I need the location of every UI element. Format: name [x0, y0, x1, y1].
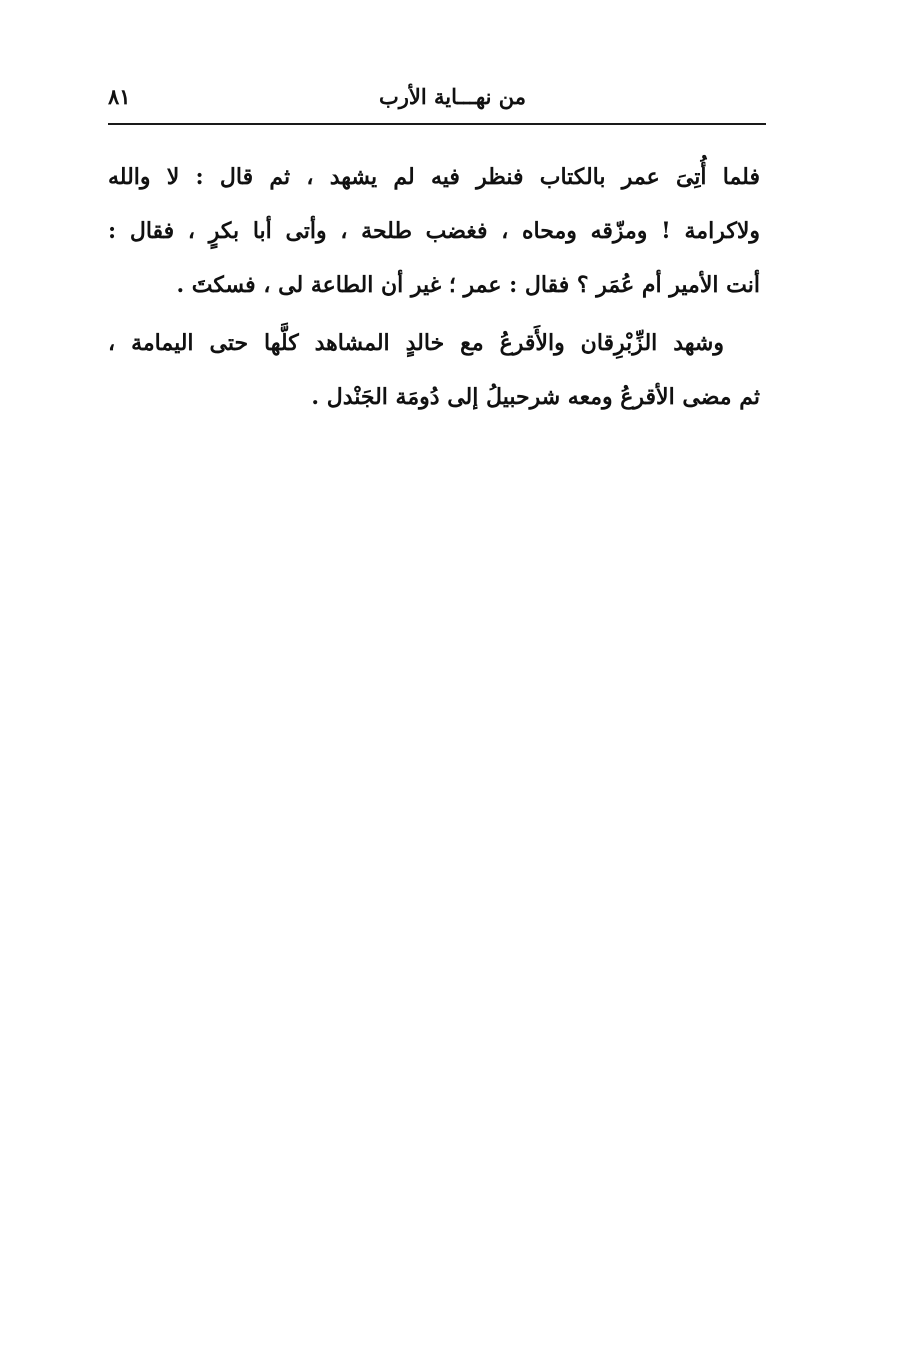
body-text	[108, 150, 760, 424]
paragraph-2	[108, 316, 760, 424]
text-line: فلما أُتِىَ عمر بالكتاب فنظر فيه لم يشهد ، ثم قال : لا والله	[108, 164, 760, 190]
text-line: وشهد الزِّبْرِقان والأَقرعُ مع خالدٍ المشاهد كلَّها حتى اليمامة ،	[108, 330, 724, 356]
header-rule	[108, 123, 766, 125]
running-title: من نهـــاية الأرب	[378, 84, 526, 109]
text-line: ثم مضى الأقرعُ ومعه شرحبيلُ إلى دُومَة الجَنْدل .	[311, 384, 760, 410]
text-line: أنت الأمير أم عُمَر ؟ فقال : عمر ؛ غير أن الطاعة لى ، فسكتَ .	[176, 272, 760, 298]
page-number: ٨١	[108, 84, 131, 109]
page-header	[108, 80, 766, 116]
text-line: ولاكرامة ! ومزّقه ومحاه ، فغضب طلحة ، وأتى أبا بكرٍ ، فقال :	[108, 218, 760, 244]
paragraph-1	[108, 150, 760, 312]
